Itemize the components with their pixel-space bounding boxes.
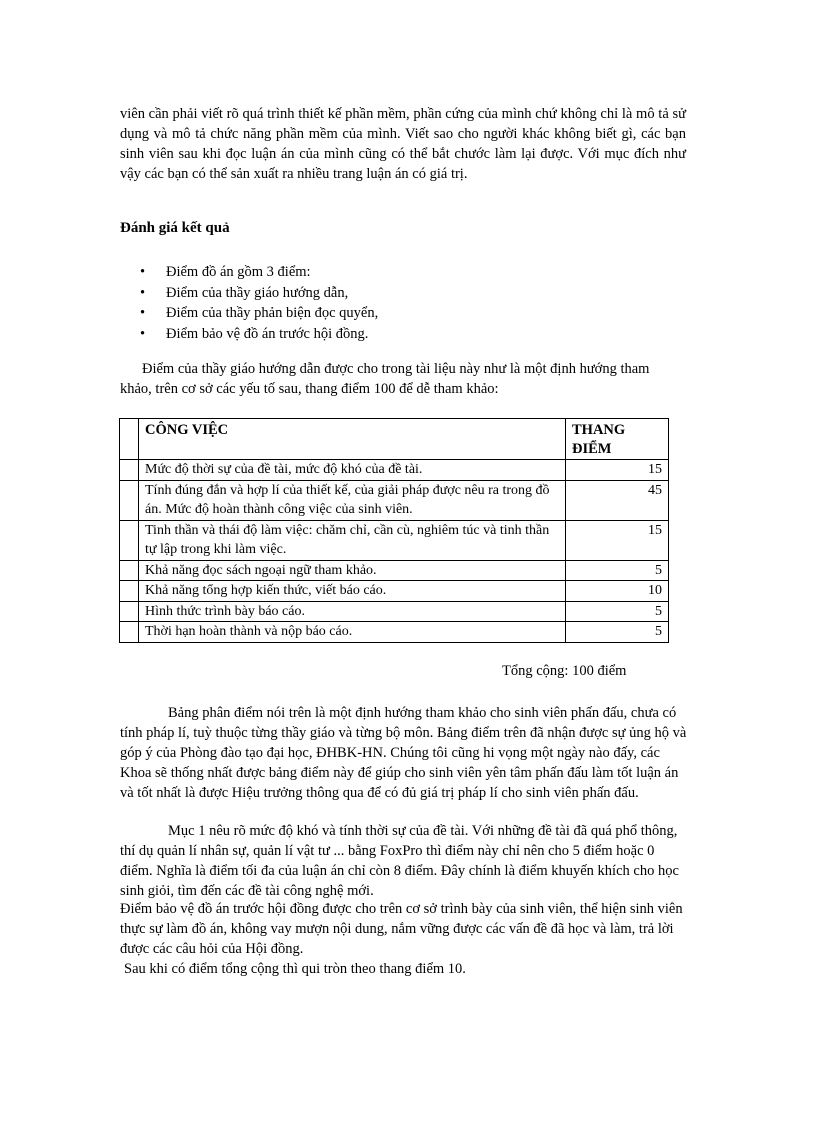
task-cell: Khả năng đọc sách ngoại ngữ tham khảo. — [139, 560, 566, 581]
index-cell — [120, 560, 139, 581]
list-item — [140, 324, 378, 345]
points-cell: 45 — [566, 480, 669, 520]
body-paragraph: Bảng phân điểm nói trên là một định hướng tham khảo cho sinh viên phấn đấu, chưa có tính pháp lí, tuỳ thuộc từng thầy giáo và từng bộ môn. Bảng điểm trên đã nhận được sự ủng hộ và góp ý của Phòng đào tạo đại học, ĐHBK-HN. Chúng tôi cũng hi vọng một ngày nào đấy, các Khoa sẽ thống nhất được bảng điểm này để giúp cho sinh viên yên tâm phấn đấu làm tốt luận án và tốt nhất là được Hiệu trưởng thông qua để có đủ giá trị pháp lí cho sinh viên phấn đấu. — [120, 705, 687, 801]
table-row — [120, 581, 669, 602]
header-task: CÔNG VIỆC — [139, 419, 566, 460]
bullet-list — [140, 262, 378, 344]
points-cell: 5 — [566, 622, 669, 643]
points-cell: 10 — [566, 581, 669, 602]
points-cell: 5 — [566, 560, 669, 581]
score-table — [119, 418, 669, 643]
task-cell: Tinh thần và thái độ làm việc: chăm chỉ, cần cù, nghiêm túc và tinh thần tự lập trong khi làm việc. — [139, 520, 566, 560]
total-score: Tổng cộng: 100 điểm — [502, 663, 627, 679]
points-cell: 5 — [566, 601, 669, 622]
body-paragraph: Mục 1 nêu rõ mức độ khó và tính thời sự của đề tài. Với những đề tài đã quá phổ thông, thí dụ quản lí nhân sự, quản lí vật tư ... bằng FoxPro thì điểm này chỉ nên cho 5 điểm hoặc 0 điểm. Nghĩa là điểm tối đa của luận án chỉ còn 8 điểm. Đây chính là điểm khuyến khích cho học sinh giỏi, tìm đến các đề tài công nghệ mới. — [120, 823, 679, 899]
table-row — [120, 560, 669, 581]
task-cell: Tính đúng đắn và hợp lí của thiết kế, của giải pháp được nêu ra trong đồ án. Mức độ hoàn thành công việc của sinh viên. — [139, 480, 566, 520]
index-cell — [120, 419, 139, 460]
table-row — [120, 622, 669, 643]
list-item-text: Điểm bảo vệ đồ án trước hội đồng. — [166, 325, 369, 342]
table-header-row — [120, 419, 669, 460]
table-row — [120, 520, 669, 560]
task-cell: Hình thức trình bày báo cáo. — [139, 601, 566, 622]
list-item-text: Điểm của thầy phản biện đọc quyển, — [166, 305, 379, 321]
table-row — [120, 480, 669, 520]
index-cell — [120, 460, 139, 481]
index-cell — [120, 480, 139, 520]
table-row — [120, 460, 669, 481]
bullet-icon: • — [140, 305, 146, 321]
task-cell: Khả năng tổng hợp kiến thức, viết báo cáo. — [139, 581, 566, 602]
list-item — [140, 283, 378, 304]
scale-paragraph: Điểm của thầy giáo hướng dẫn được cho trong tài liệu này như là một định hướng tham khảo, trên cơ sở các yếu tố sau, thang điểm 100 để dễ tham khảo: — [120, 361, 650, 397]
table-row — [120, 601, 669, 622]
body-paragraph: Sau khi có điểm tổng cộng thì qui tròn theo thang điểm 10. — [124, 961, 466, 977]
task-cell: Mức độ thời sự của đề tài, mức độ khó của đề tài. — [139, 460, 566, 481]
list-item — [140, 262, 378, 283]
bullet-icon: • — [140, 264, 146, 280]
task-cell: Thời hạn hoàn thành và nộp báo cáo. — [139, 622, 566, 643]
list-item-text: Điểm của thầy giáo hướng dẫn, — [166, 284, 349, 301]
bullet-icon: • — [140, 284, 146, 301]
index-cell — [120, 622, 139, 643]
intro-paragraph: viên cần phải viết rõ quá trình thiết kế phần mềm, phần cứng của mình chứ không chỉ là mô tả sử dụng và mô tả chức năng phần mềm của mình. Viết sao cho người khác không biết gì, các bạn sinh viên sau khi đọc luận án của mình cũng có thể bắt chước làm lại được. Với mục đích như vậy các bạn có thể sản xuất ra nhiều trang luận án có giá trị. — [120, 106, 686, 182]
bullet-icon: • — [140, 325, 146, 342]
index-cell — [120, 520, 139, 560]
body-paragraph: Điểm bảo vệ đồ án trước hội đồng được cho trên cơ sở trình bày của sinh viên, thể hiện sinh viên thực sự làm đồ án, không vay mượn nội dung, nắm vững được các vấn đề đã học và làm, trả lời được các câu hỏi của Hội đồng. — [120, 901, 683, 957]
index-cell — [120, 601, 139, 622]
list-item — [140, 303, 378, 324]
points-cell: 15 — [566, 520, 669, 560]
index-cell — [120, 581, 139, 602]
header-points: THANG ĐIỂM — [566, 419, 669, 460]
list-item-text: Điểm đồ án gồm 3 điểm: — [166, 264, 311, 280]
section-heading: Đánh giá kết quả — [120, 220, 230, 236]
points-cell: 15 — [566, 460, 669, 481]
